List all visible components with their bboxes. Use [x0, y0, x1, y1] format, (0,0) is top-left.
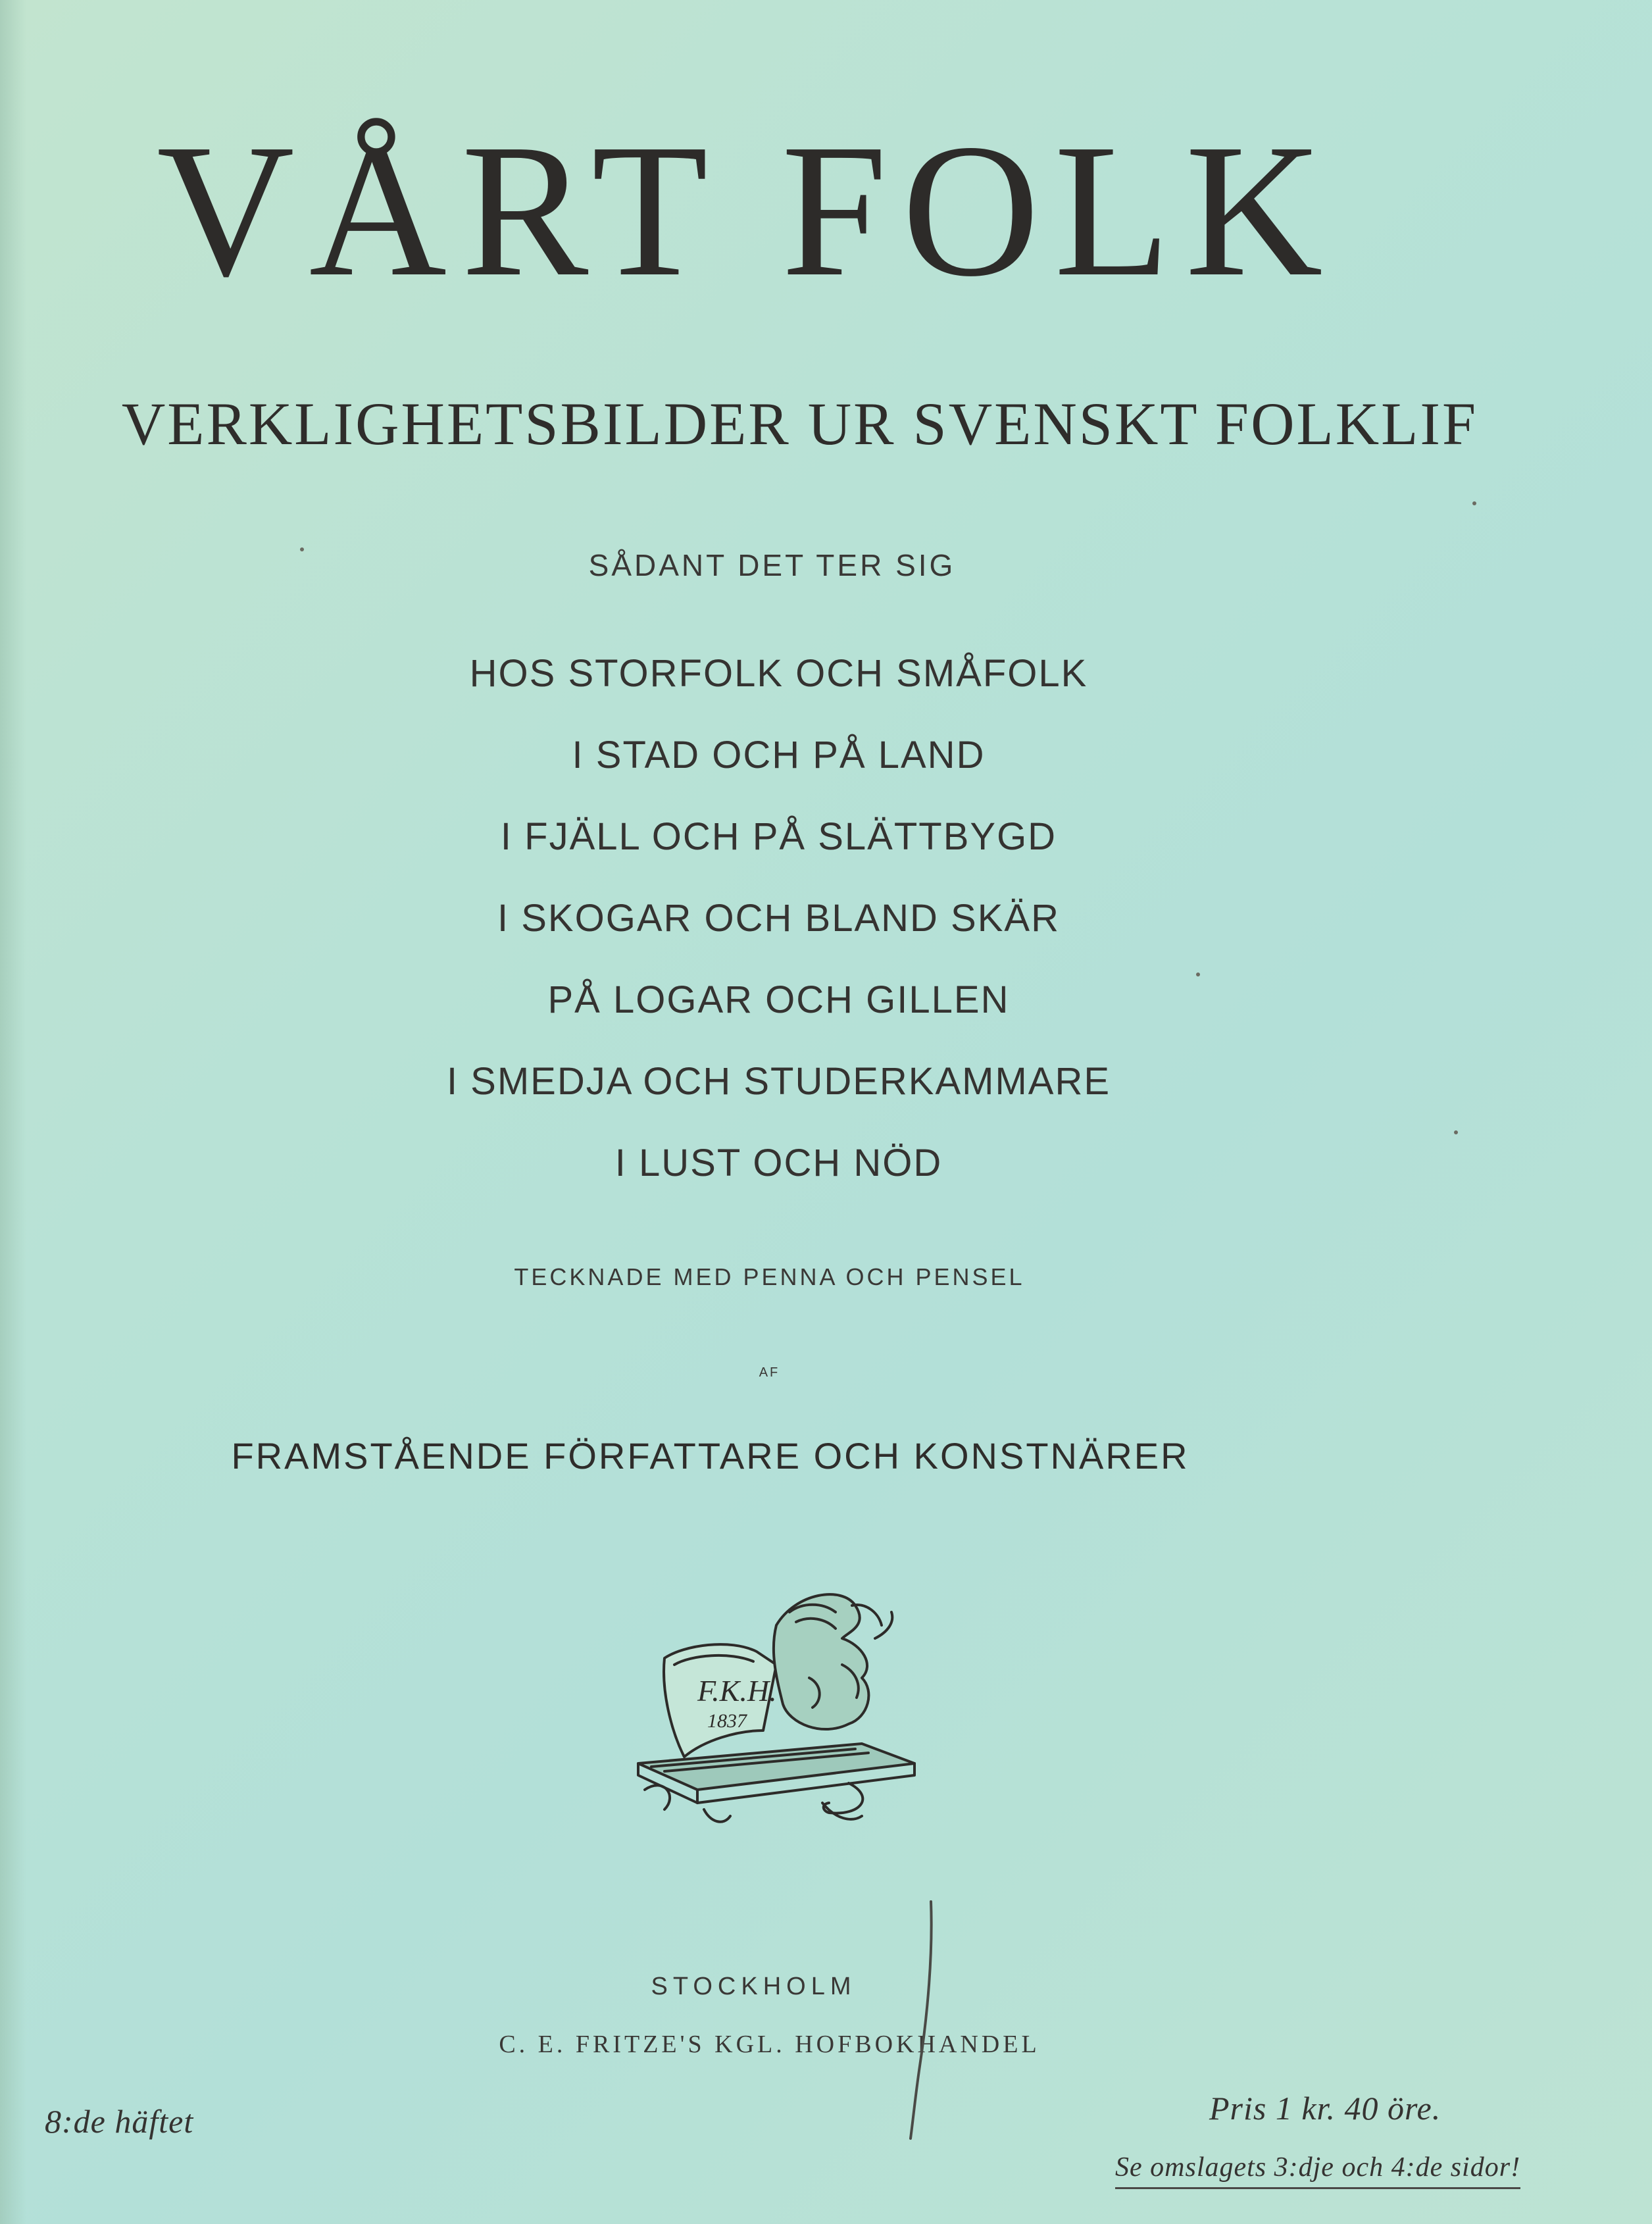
publisher-emblem-icon	[625, 1566, 928, 1836]
topic-line: PÅ LOGAR OCH GILLEN	[547, 978, 1010, 1021]
price-label: Pris 1 kr. 40 öre.	[1209, 2090, 1441, 2127]
paper-speck	[1472, 501, 1476, 505]
emblem-year: 1837	[707, 1710, 747, 1732]
topic-line: HOS STORFOLK OCH SMÅFOLK	[469, 652, 1088, 695]
topic-line: I SKOGAR OCH BLAND SKÄR	[497, 897, 1060, 940]
topic-lines	[0, 633, 1605, 1204]
topic-line: I SMEDJA OCH STUDERKAMMARE	[446, 1060, 1111, 1103]
af-line: AF	[759, 1365, 780, 1380]
book-title: VÅRT FOLK	[157, 105, 1338, 316]
issue-number: 8:de häftet	[45, 2103, 194, 2140]
topic-line: I LUST OCH NÖD	[614, 1142, 943, 1184]
pencil-stroke-mark	[901, 1895, 941, 2145]
topic-line: I FJÄLL OCH PÅ SLÄTTBYGD	[500, 815, 1057, 858]
cover-note: Se omslagets 3:dje och 4:de sidor!	[1115, 2152, 1520, 2189]
illustrated-by-line: TECKNADE MED PENNA OCH PENSEL	[514, 1263, 1025, 1290]
paper-speck	[1196, 973, 1200, 976]
topic-line: I STAD OCH PÅ LAND	[572, 734, 986, 776]
contributors-line: FRAMSTÅENDE FÖRFATTARE OCH KONSTNÄRER	[231, 1435, 1189, 1477]
emblem-initials: F.K.H.	[697, 1674, 777, 1707]
paper-speck	[300, 547, 304, 551]
publisher-name: C. E. FRITZE'S KGL. HOFBOKHANDEL	[499, 2031, 1040, 2058]
publisher-city: STOCKHOLM	[651, 1973, 857, 2000]
intro-line: SÅDANT DET TER SIG	[588, 548, 956, 582]
paper-speck	[1454, 1130, 1458, 1134]
book-subtitle: VERKLIGHETSBILDER UR SVENSKT FOLKLIF	[121, 390, 1478, 457]
